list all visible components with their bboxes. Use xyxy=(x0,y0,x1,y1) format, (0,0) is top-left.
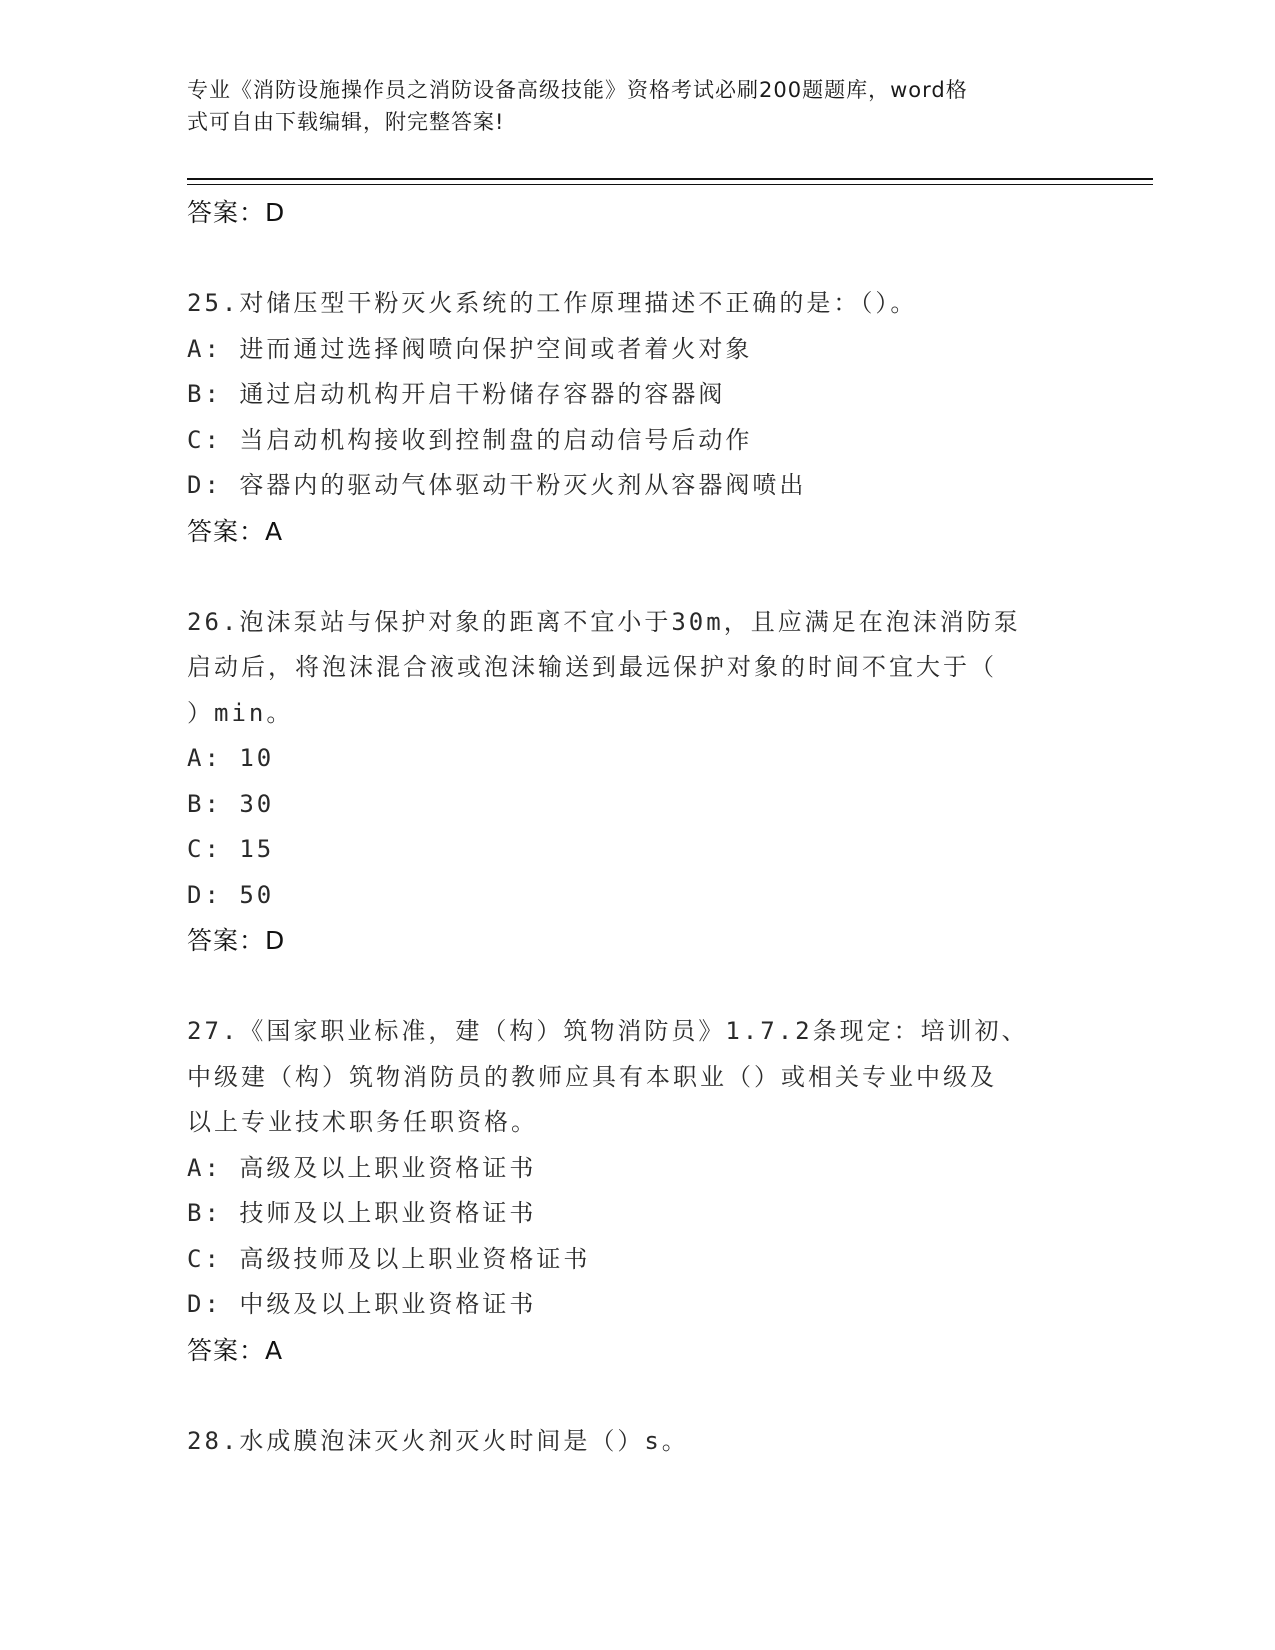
option-c: C: 当启动机构接收到控制盘的启动信号后动作 xyxy=(187,425,753,454)
question-block xyxy=(187,1419,1087,1465)
option-b: B: 技师及以上职业资格证书 xyxy=(187,1199,537,1227)
block-gap xyxy=(187,235,1087,281)
question-line: 27.《国家职业标准，建（构）筑物消防员》1.7.2条现定：培训初、 xyxy=(187,1017,1029,1045)
option-d: D: 容器内的驱动气体驱动干粉灭火剂从容器阀喷出 xyxy=(187,471,807,499)
question-line: 以上专业技术职务任职资格。 xyxy=(187,1108,538,1136)
header-line-1: 专业《消防设施操作员之消防设备高级技能》资格考试必刷200题题库，word格 xyxy=(187,78,968,102)
answer-line: 答案：A xyxy=(187,1335,284,1365)
question-line: 28.水成膜泡沫灭火剂灭火时间是（）s。 xyxy=(187,1426,689,1455)
option-b: B: 通过启动机构开启干粉储存容器的容器阀 xyxy=(187,380,726,408)
header-rule-thick xyxy=(187,178,1153,180)
header-rule-thin xyxy=(187,184,1153,185)
option-a: A: 高级及以上职业资格证书 xyxy=(187,1153,537,1182)
answer-line: 答案：A xyxy=(187,516,284,546)
block-gap xyxy=(187,963,1087,1009)
question-block xyxy=(187,600,1087,964)
question-block xyxy=(187,1009,1087,1373)
question-line: 中级建（构）筑物消防员的教师应具有本职业（）或相关专业中级及 xyxy=(187,1062,997,1091)
option-b: B: 30 xyxy=(187,789,275,818)
option-c: C: 15 xyxy=(187,835,275,863)
block-gap xyxy=(187,554,1087,600)
option-a: A: 进而通过选择阀喷向保护空间或者着火对象 xyxy=(187,334,753,363)
option-c: C: 高级技师及以上职业资格证书 xyxy=(187,1244,591,1273)
question-line: 26.泡沫泵站与保护对象的距离不宜小于30m，且应满足在泡沫消防泵 xyxy=(187,607,1021,636)
question-line: ）min。 xyxy=(187,698,294,727)
option-d: D: 50 xyxy=(187,880,275,909)
header-line-2: 式可自由下载编辑，附完整答案! xyxy=(187,110,505,134)
previous-answer: 答案：D xyxy=(187,198,286,227)
question-line: 25.对储压型干粉灭火系统的工作原理描述不正确的是：（）。 xyxy=(187,289,918,317)
block-gap xyxy=(187,1373,1087,1419)
question-list xyxy=(187,190,1087,1464)
question-block xyxy=(187,281,1087,554)
option-d: D: 中级及以上职业资格证书 xyxy=(187,1290,537,1318)
page-header xyxy=(187,74,1067,138)
option-a: A: 10 xyxy=(187,744,275,772)
question-line: 启动后，将泡沫混合液或泡沫输送到最远保护对象的时间不宜大于（ xyxy=(187,653,997,681)
answer-line: 答案：D xyxy=(187,926,286,955)
